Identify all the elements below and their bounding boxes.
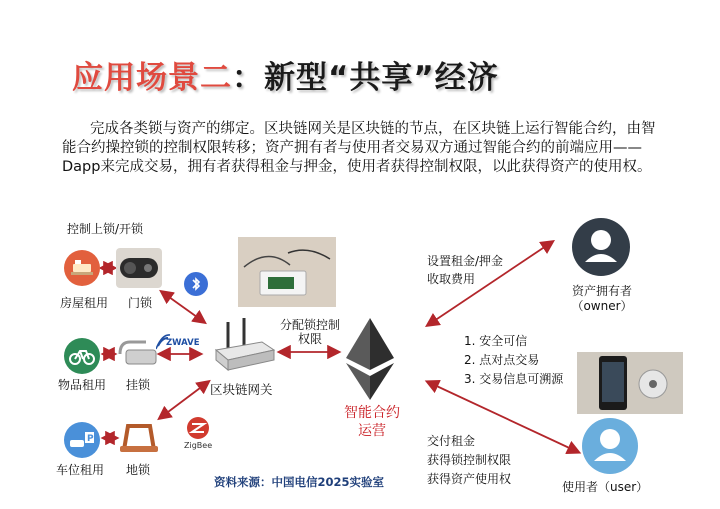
user-avatar-icon xyxy=(582,418,638,474)
arrow-ground-gateway xyxy=(160,382,208,418)
feature-item: 2. 点对点交易 xyxy=(464,353,540,367)
house-rent-label: 房屋租用 xyxy=(60,296,109,310)
zigbee-text: ZigBee xyxy=(184,441,213,450)
door-lock-label: 门锁 xyxy=(128,296,153,310)
owner-label xyxy=(566,284,638,314)
padlock-icon xyxy=(116,340,158,366)
door-lock-icon xyxy=(116,248,162,288)
contract-label xyxy=(332,404,412,440)
contract-line1: 智能合约 xyxy=(344,405,400,421)
zwave-icon xyxy=(156,334,202,354)
pay-rent-label: 交付租金 xyxy=(427,434,476,448)
owner-line1: 资产拥有者 xyxy=(571,284,632,298)
feature-item: 3. 交易信息可溯源 xyxy=(464,372,564,386)
phone-lock-photo xyxy=(577,352,683,414)
feature-item: 1. 安全可信 xyxy=(464,334,528,348)
parking-rent-label: 车位租用 xyxy=(56,463,105,477)
zigbee-icon xyxy=(186,416,210,440)
user-label: 使用者（user） xyxy=(562,480,649,494)
title-part2: ：新型“共享”经济 xyxy=(232,60,499,96)
parking-icon xyxy=(64,422,100,458)
router-icon xyxy=(214,318,276,374)
features-list xyxy=(464,332,563,389)
padlock-label: 挂锁 xyxy=(126,378,151,392)
get-use-label: 获得资产使用权 xyxy=(427,472,512,486)
gateway-label: 区块链网关 xyxy=(210,382,273,397)
distribute-label xyxy=(280,318,340,346)
bicycle-icon xyxy=(64,338,100,374)
house-icon xyxy=(64,250,100,286)
owner-avatar-icon xyxy=(572,218,630,276)
item-rent-label: 物品租用 xyxy=(58,378,107,392)
owner-line2: （owner） xyxy=(571,299,633,313)
set-rent-label: 设置租金/押金 xyxy=(427,254,504,268)
ground-lock-icon xyxy=(118,420,160,454)
device-photo xyxy=(238,237,336,307)
distribute-line1: 分配锁控制 xyxy=(280,318,341,332)
distribute-line2: 权限 xyxy=(298,332,323,346)
source-label: 资料来源：中国电信2025实验室 xyxy=(214,475,385,489)
collect-fee-label: 收取费用 xyxy=(427,272,476,286)
zwave-text: ZWAVE xyxy=(166,338,200,348)
svg-text:P: P xyxy=(87,434,94,444)
arrow-door-gateway xyxy=(162,292,204,322)
control-lock-label: 控制上锁/开锁 xyxy=(67,222,144,236)
bluetooth-icon xyxy=(184,272,208,296)
ground-lock-label: 地锁 xyxy=(126,463,151,477)
title-part1: 应用场景二 xyxy=(72,60,232,96)
contract-line2: 运营 xyxy=(358,423,386,439)
ethereum-icon xyxy=(344,318,396,400)
get-control-label: 获得锁控制权限 xyxy=(427,453,512,467)
description: 完成各类锁与资产的绑定。区块链网关是区块链的节点，在区块链上运行智能合约，由智能合约操控锁的控制权限转移；资产拥有者与使用者交易双方通过智能合约的前端应用——Dapp来完成交易，拥有者获得租金与押金，使用者获得控制权限，以此获得资产的使用权。 xyxy=(62,121,656,175)
